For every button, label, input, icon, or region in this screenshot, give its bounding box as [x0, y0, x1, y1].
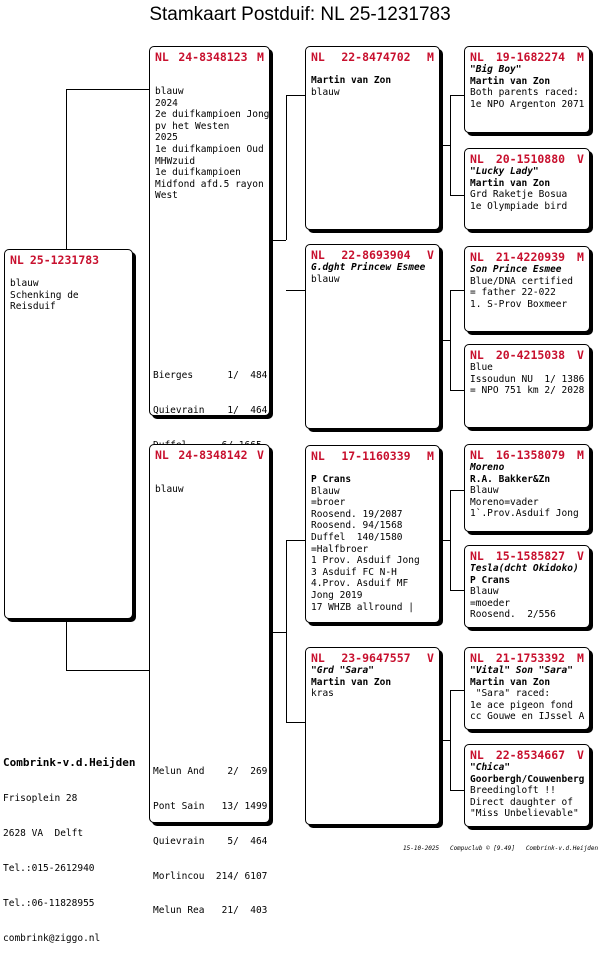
info-line: Both parents raced:: [470, 87, 579, 99]
connector: [66, 670, 149, 671]
owner-name: P Crans: [311, 474, 352, 485]
info-line: 1. S-Prov Boxmeer: [470, 298, 568, 310]
connector: [270, 632, 286, 633]
result-line: Morlincou 214/ 6107: [153, 870, 268, 882]
info-line: "Sara" raced:: [470, 688, 551, 700]
granddam-paternal-card[interactable]: [305, 244, 440, 429]
connector: [286, 290, 305, 291]
result-line: Melun And 2/ 269: [153, 766, 268, 778]
info-line: 3 Asduif FC N-H: [311, 566, 397, 578]
nickname: Son Prince Esmee: [470, 264, 562, 275]
info-line: 2024: [155, 97, 178, 109]
info-line: 1e ace pigeon fond: [470, 699, 573, 711]
connector: [440, 145, 450, 146]
info-line: Direct daughter of: [470, 796, 573, 808]
info-line: 17 WHZB allround |: [311, 601, 414, 613]
subject-line: Reisduif: [10, 301, 56, 313]
connector: [450, 290, 464, 291]
ring-number: NL 24-8348142 V: [155, 448, 264, 462]
breeder-mobile: Tel.:06-11828955: [3, 897, 95, 909]
ggs-card[interactable]: [464, 647, 590, 730]
connector: [450, 95, 451, 195]
subject-card[interactable]: [4, 249, 133, 619]
connector: [450, 490, 451, 590]
info-line: Grd Raketje Bosua: [470, 189, 568, 201]
info-line: =broer: [311, 497, 346, 509]
ring-number: NL 21-4220939 M: [470, 250, 584, 264]
owner-name: Goorbergh/Couwenberg: [470, 773, 585, 785]
ring-number: NL 20-4215038 V: [470, 348, 584, 362]
info-line: 1e duifkampioen Oud: [155, 143, 264, 155]
info-line: 2025: [155, 132, 178, 144]
info-line: blauw: [311, 273, 340, 285]
connector: [450, 95, 464, 96]
nickname: "Big Boy": [470, 64, 522, 75]
info-line: = father 22-022: [470, 287, 556, 299]
info-line: 1`.Prov.Asduif Jong: [470, 508, 579, 520]
info-line: Blue/DNA certified: [470, 275, 573, 287]
info-line: 1 Prov. Asduif Jong: [311, 555, 420, 567]
info-line: cc Gouwe en IJssel A: [470, 711, 585, 723]
nickname: G.dght Princew Esmee: [311, 262, 426, 273]
granddam-maternal-card[interactable]: [305, 647, 440, 825]
breeder-info: [3, 733, 135, 956]
info-line: Blue: [470, 362, 493, 373]
connector: [440, 340, 450, 341]
info-line: 2e duifkampioen Jong: [155, 109, 270, 121]
info-line: pv het Westen: [155, 120, 230, 132]
owner-name: Martin van Zon: [470, 177, 551, 189]
connector: [450, 290, 451, 390]
grandsire-paternal-card[interactable]: [305, 46, 440, 230]
ring-number: NL 23-9647557 V: [311, 651, 434, 665]
ring-number: NL 21-1753392 M: [470, 651, 584, 665]
connector: [450, 390, 464, 391]
owner-name: Martin van Zon: [470, 676, 551, 688]
info-line: 4.Prov. Asduif MF: [311, 578, 409, 590]
ggd-card[interactable]: [464, 344, 590, 428]
ring-number: NL 15-1585827 V: [470, 549, 584, 563]
connector: [286, 540, 287, 722]
dam-card[interactable]: [149, 444, 270, 917]
ring-number: NL 24-8348123 M: [155, 50, 264, 64]
info-line: blauw: [155, 86, 184, 97]
nickname: "Chica": [470, 762, 511, 773]
connector: [450, 195, 464, 196]
connector: [286, 722, 305, 723]
result-line: Quievrain 1/ 464: [153, 404, 268, 416]
breeder-city: 2628 VA Delft: [3, 828, 84, 840]
info-line: Midfond afd.5 rayon: [155, 178, 264, 190]
result-line: Melun Rea 21/ 403: [153, 905, 268, 917]
result-line: Quievrain 5/ 464: [153, 835, 268, 847]
ring-number: NL 22-8474702 M: [311, 50, 434, 64]
connector: [450, 690, 464, 691]
breeder-email: combrink@ziggo.nl: [3, 932, 101, 944]
info-line: 1e NPO Argenton 2071: [470, 98, 585, 110]
info-line: = NPO 751 km 2/ 2028: [470, 385, 585, 397]
info-line: "Miss Unbelievable": [470, 808, 579, 820]
connector: [440, 740, 450, 741]
info-line: =Halfbroer: [311, 543, 369, 555]
connector: [286, 95, 287, 240]
info-line: West: [155, 190, 178, 202]
nickname: Moreno: [470, 462, 505, 473]
info-line: Blauw: [470, 586, 499, 598]
info-line: Roosend. 19/2087: [311, 508, 403, 520]
grandsire-maternal-card[interactable]: [305, 445, 440, 623]
ring-number: NL 17-1160339 M: [311, 449, 434, 463]
info-line: Breedingloft !!: [470, 785, 556, 797]
connector: [286, 95, 305, 96]
ring-number: NL 20-1510880 V: [470, 152, 584, 166]
ggd-card[interactable]: [464, 744, 590, 827]
nickname: "Grd "Sara": [311, 665, 374, 676]
result-line: Pont Sain 13/ 1499: [153, 800, 268, 812]
connector: [286, 540, 305, 541]
info-line: Issoudun NU 1/ 1386: [470, 373, 585, 385]
nickname: Tesla(dcht Okidoko): [470, 563, 579, 574]
nickname: "Lucky Lady": [470, 166, 539, 177]
connector: [450, 790, 464, 791]
ring-number: NL 22-8534667 V: [470, 748, 584, 762]
result-line: Bierges 1/ 484: [153, 370, 268, 382]
info-line: blauw: [155, 484, 184, 495]
owner-name: Martin van Zon: [311, 75, 392, 86]
nickname: "Vital" Son "Sara": [470, 665, 573, 676]
ring-number: NL 19-1682274 M: [470, 50, 584, 64]
info-line: Roosend. 94/1568: [311, 520, 403, 532]
connector: [270, 240, 286, 241]
connector: [66, 89, 149, 90]
info-line: Duffel 140/1580: [311, 531, 403, 543]
breeder-name: Combrink-v.d.Heijden: [3, 756, 136, 770]
ring-number: NL 25-1231783: [10, 253, 100, 267]
breeder-phone: Tel.:015-2612940: [3, 862, 95, 874]
info-line: MHWzuid: [155, 155, 196, 167]
footer-text: 15-10-2025 Compuclub © [9.49] Combrink-v.d.Heijden: [403, 845, 599, 852]
breeder-address: Frisoplein 28: [3, 793, 78, 805]
owner-name: Martin van Zon: [470, 75, 551, 87]
subject-line: blauw: [10, 278, 39, 289]
owner-name: R.A. Bakker&Zn: [470, 473, 551, 485]
info-line: blauw: [311, 86, 340, 98]
sire-card[interactable]: [149, 46, 270, 416]
ggs-card[interactable]: [464, 246, 590, 332]
info-line: Blauw: [470, 485, 499, 497]
ring-number: NL 16-1358079 M: [470, 448, 584, 462]
info-line: Jong 2019: [311, 589, 363, 601]
info-line: 1e duifkampioen: [155, 167, 241, 179]
subject-line: Schenking de: [10, 289, 79, 301]
ggd-card[interactable]: [464, 148, 590, 230]
owner-name: Martin van Zon: [311, 676, 392, 688]
connector: [440, 540, 450, 541]
info-line: Roosend. 2/556: [470, 609, 556, 621]
info-line: Blauw: [311, 485, 340, 497]
info-line: kras: [311, 688, 334, 700]
ring-number: NL 22-8693904 V: [311, 248, 434, 262]
ggs-card[interactable]: [464, 46, 590, 133]
info-line: 1e Olympiade bird: [470, 200, 568, 212]
ggs-card[interactable]: [464, 444, 590, 532]
ggd-card[interactable]: [464, 545, 590, 628]
owner-name: P Crans: [470, 574, 511, 586]
connector: [450, 490, 464, 491]
page-title: Stamkaart Postduif: NL 25-1231783: [149, 4, 451, 25]
connector: [450, 690, 451, 790]
info-line: =moeder: [470, 597, 511, 609]
connector: [450, 590, 464, 591]
info-line: Moreno=vader: [470, 496, 539, 508]
